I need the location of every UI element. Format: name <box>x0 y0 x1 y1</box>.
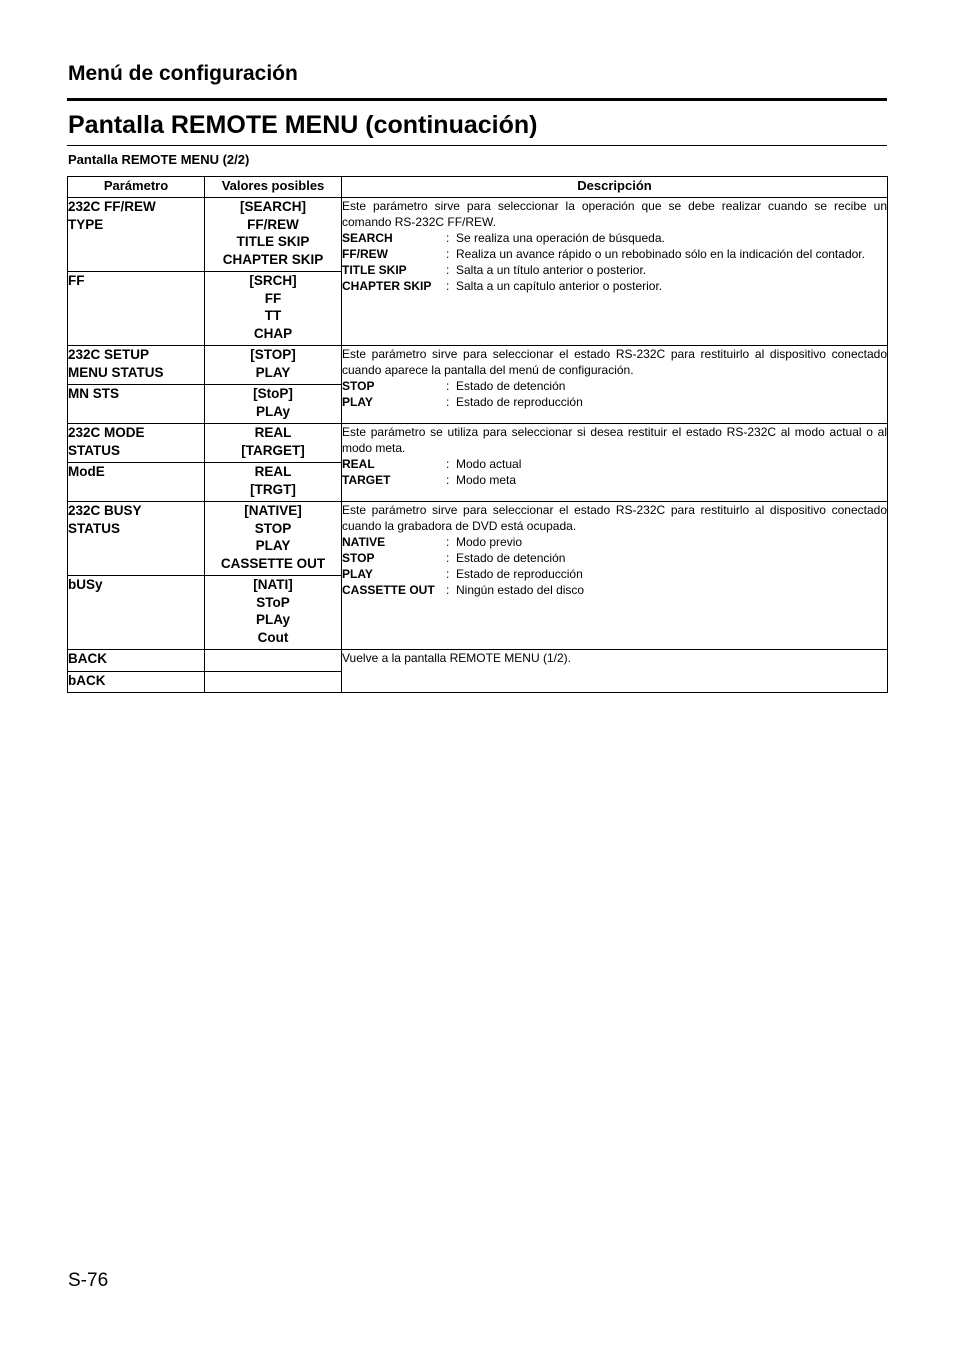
option-row <box>342 246 887 262</box>
option-text: Estado de reproducción <box>456 567 583 581</box>
description-text: Este parámetro se utiliza para seleccionar si desea restituir el estado RS-232C al modo actual o al modo meta. <box>342 425 887 455</box>
possible-value: PLAY <box>255 364 291 380</box>
option-row <box>342 230 887 246</box>
possible-value: STOP <box>254 520 292 536</box>
option-row <box>342 534 887 550</box>
option-colon: : <box>446 379 450 393</box>
possible-value: [StoP] <box>253 386 293 401</box>
page-title: Pantalla REMOTE MENU (continuación) <box>68 111 538 139</box>
possible-value: [NATIVE] <box>244 503 302 518</box>
values-cell <box>205 424 342 463</box>
possible-value: SToP <box>256 594 290 610</box>
option-row <box>342 582 887 598</box>
option-key: STOP <box>342 379 375 393</box>
option-text: Modo actual <box>456 457 522 471</box>
column-header-description: Descripción <box>342 177 888 198</box>
possible-value: FF <box>264 290 282 306</box>
option-text: Estado de detención <box>456 551 566 565</box>
option-colon: : <box>446 231 450 245</box>
option-colon: : <box>446 457 450 471</box>
table-caption: Pantalla REMOTE MENU (2/2) <box>68 152 250 167</box>
possible-value: FF/REW <box>247 216 299 232</box>
possible-value: Cout <box>257 629 289 645</box>
option-text: Se realiza una operación de búsqueda. <box>456 231 665 245</box>
values-cell <box>205 385 342 424</box>
description-text: Este parámetro sirve para seleccionar el estado RS-232C para restituirlo al dispositivo conectado cuando aparece la pantalla del menú de configuración. <box>342 347 887 377</box>
possible-value: REAL <box>254 464 292 479</box>
parameter-cell: MN STS <box>68 385 205 424</box>
option-colon: : <box>446 567 450 581</box>
table-row <box>68 424 888 463</box>
option-row <box>342 262 887 278</box>
possible-value: REAL <box>254 425 292 440</box>
option-row <box>342 472 887 488</box>
option-key: STOP <box>342 551 375 565</box>
parameter-cell: bUSy <box>68 576 205 650</box>
parameter-cell: BACK <box>68 650 205 672</box>
description-text: Este parámetro sirve para seleccionar el estado RS-232C para restituirlo al dispositivo conectado cuando la grabadora de DVD está ocupada. <box>342 503 887 533</box>
parameter-cell: 232C FF/REW TYPE <box>68 198 205 272</box>
column-header-values: Valores posibles <box>205 177 342 198</box>
parameter-cell: 232C SETUP MENU STATUS <box>68 346 205 385</box>
possible-value: [TRGT] <box>250 481 296 497</box>
option-colon: : <box>446 551 450 565</box>
possible-value: PLAY <box>255 538 291 553</box>
option-row <box>342 378 887 394</box>
option-text: Realiza un avance rápido o un rebobinado sólo en la indicación del contador. <box>456 247 865 261</box>
option-colon: : <box>446 247 450 261</box>
parameter-cell: 232C BUSY STATUS <box>68 502 205 576</box>
header-rule <box>67 98 887 101</box>
values-cell <box>205 650 342 672</box>
description-text: Vuelve a la pantalla REMOTE MENU (1/2). <box>342 651 571 665</box>
values-cell <box>205 463 342 502</box>
possible-value: [TARGET] <box>241 442 305 458</box>
option-key: NATIVE <box>342 535 386 549</box>
possible-value: CASSETTE OUT <box>220 555 326 571</box>
table-row <box>68 502 888 576</box>
possible-value: TT <box>264 308 282 323</box>
option-text: Salta a un título anterior o posterior. <box>456 263 647 277</box>
option-row <box>342 394 887 410</box>
option-row <box>342 550 887 566</box>
values-cell <box>205 346 342 385</box>
option-colon: : <box>446 263 450 277</box>
option-key: TARGET <box>342 473 391 487</box>
table-header-row <box>68 177 888 198</box>
values-cell <box>205 198 342 272</box>
option-key: SEARCH <box>342 231 393 245</box>
parameter-cell: 232C MODE STATUS <box>68 424 205 463</box>
option-key: CHAPTER SKIP <box>342 279 432 293</box>
remote-menu-table <box>67 176 888 693</box>
option-text: Modo previo <box>456 535 523 549</box>
values-cell <box>205 672 342 693</box>
option-colon: : <box>446 583 450 597</box>
possible-value: PLAy <box>255 403 290 419</box>
option-row <box>342 456 887 472</box>
possible-value: [STOP] <box>250 347 296 362</box>
option-key: CASSETTE OUT <box>342 583 435 597</box>
possible-value: CHAP <box>253 325 293 341</box>
option-colon: : <box>446 279 450 293</box>
option-text: Estado de detención <box>456 379 566 393</box>
column-header-parameter: Parámetro <box>68 177 205 198</box>
table-row <box>68 346 888 385</box>
description-text: Este parámetro sirve para seleccionar la operación que se debe realizar cuando se recibe un comando RS-232C FF/REW. <box>342 199 887 229</box>
option-text: Estado de reproducción <box>456 395 583 409</box>
option-key: PLAY <box>342 567 373 581</box>
values-cell <box>205 502 342 576</box>
option-colon: : <box>446 473 450 487</box>
option-key: PLAY <box>342 395 373 409</box>
option-key: REAL <box>342 457 375 471</box>
possible-value: [NATI] <box>253 577 293 592</box>
page-number: S-76 <box>68 1270 109 1291</box>
description-cell <box>342 424 888 502</box>
table-row <box>68 650 888 672</box>
description-cell <box>342 198 888 346</box>
parameter-cell: bACK <box>68 672 205 693</box>
possible-value: [SRCH] <box>249 273 297 288</box>
parameter-cell: FF <box>68 272 205 346</box>
option-text: Modo meta <box>456 473 517 487</box>
option-key: FF/REW <box>342 247 388 261</box>
table-row <box>68 198 888 272</box>
possible-value: [SEARCH] <box>240 199 306 214</box>
values-cell <box>205 576 342 650</box>
description-cell <box>342 502 888 650</box>
option-colon: : <box>446 535 450 549</box>
title-rule <box>67 145 887 146</box>
option-row <box>342 566 887 582</box>
possible-value: TITLE SKIP <box>236 234 310 249</box>
possible-value: PLAy <box>255 612 290 627</box>
parameter-cell: ModE <box>68 463 205 502</box>
description-cell <box>342 650 888 693</box>
section-title: Menú de configuración <box>68 62 298 85</box>
values-cell <box>205 272 342 346</box>
option-text: Ningún estado del disco <box>456 583 585 597</box>
option-key: TITLE SKIP <box>342 263 407 277</box>
possible-value: CHAPTER SKIP <box>222 251 324 267</box>
option-row <box>342 278 887 294</box>
description-cell <box>342 346 888 424</box>
option-colon: : <box>446 395 450 409</box>
option-text: Salta a un capítulo anterior o posterior. <box>456 279 663 293</box>
